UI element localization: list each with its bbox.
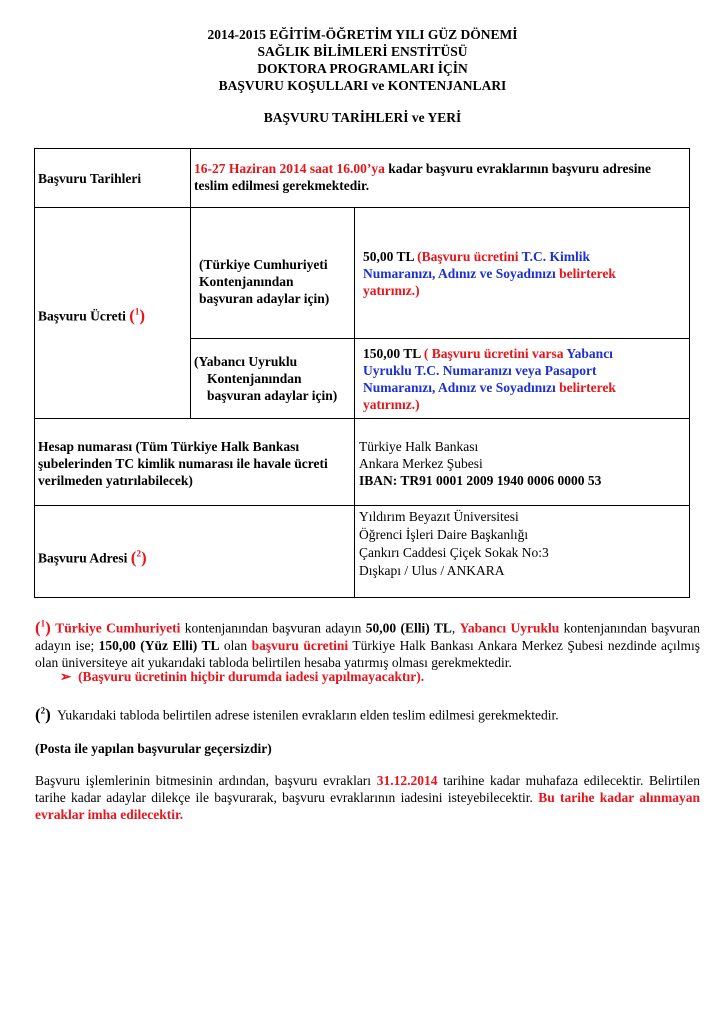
address-footnote-ref: ($^2$) (130, 547, 147, 567)
address-line: Öğrenci İşleri Daire Başkanlığı (359, 527, 529, 542)
table-border (190, 338, 690, 339)
address-lines (359, 508, 549, 580)
foreign-quota-line-2: Kontenjanından başvuran adaylar için) (207, 371, 338, 403)
address-label (38, 545, 147, 567)
header-line-3: DOKTORA PROGRAMLARI İÇİN (257, 61, 468, 76)
address-line: Çankırı Caddesi Çiçek Sokak No:3 (359, 545, 549, 560)
fee-label (38, 303, 145, 325)
header-line-1: 2014-2015 EĞİTİM-ÖĞRETİM YILI GÜZ DÖNEMİ (207, 27, 518, 42)
tc-amount: 50,00 TL (363, 249, 414, 264)
table-border (190, 148, 191, 418)
tc-text-3: belirterek yatırınız.) (363, 266, 616, 298)
footnote-1-marker: ($^1$) (35, 617, 51, 637)
table-border (34, 418, 690, 419)
table-border-bottom (34, 597, 690, 598)
postal-invalid-note: (Posta ile yapılan başvurular geçersizdir) (35, 741, 272, 756)
document-header (0, 26, 725, 94)
bank-name: Türkiye Halk Bankası (359, 439, 479, 454)
dates-label: Başvuru Tarihleri (38, 171, 142, 186)
table-border-left (34, 148, 35, 598)
tc-text-1: (Başvuru ücretini (413, 249, 522, 264)
table-border (354, 207, 355, 598)
retention-note: Başvuru işlemlerinin bitmesinin ardından, başvuru evrakları 31.12.2014 tarihine kadar muhafaza edilecektir. Belirtilen tarihe kadar adaylar dilekçe ile başvurarak, başvuru evraklarının iadesini isteyebilecektir. Bu tarihe kadar alınmayan evraklar imha edilecektir. (35, 773, 701, 822)
table-border-right (689, 148, 690, 598)
table-border (34, 207, 690, 208)
fee-label-text: Başvuru Ücreti (38, 308, 130, 324)
footnote-2-marker: ($^2$) (35, 704, 51, 724)
dates-value (194, 160, 688, 194)
footnote-2: ($^2$) Yukarıdaki tabloda belirtilen adrese istenilen evrakların elden teslim edilmesi gerekmektedir. (35, 704, 559, 724)
header-line-2: SAĞLIK BİLİMLERİ ENSTİTÜSÜ (257, 44, 468, 59)
tc-fee-value (363, 248, 663, 299)
table-border (34, 505, 690, 506)
dates-highlight: 16-27 Haziran 2014 saat 16.00’ya (194, 161, 385, 176)
address-line: Yıldırım Beyazıt Üniversitesi (359, 509, 519, 524)
foreign-text-3: belirterek yatırınız.) (363, 380, 616, 412)
account-label: Hesap numarası (Tüm Türkiye Halk Bankası şubelerinden TC kimlik numarası ile havale ücreti verilmeden yatırılabilecek) (38, 439, 328, 488)
bank-branch: Ankara Merkez Şubesi (359, 456, 483, 471)
arrow-bullet-icon: ➢ (60, 669, 72, 684)
tc-text-2: T.C. Kimlik Numaranızı, Adınız ve Soyadınızı (363, 249, 591, 281)
address-line: Dışkapı / Ulus / ANKARA (359, 563, 505, 578)
tc-quota-label: (Türkiye Cumhuriyeti Kontenjanından başvuran adaylar için) (199, 257, 330, 306)
no-refund-note: ➢ (Başvuru ücretinin hiçbir durumda iadesi yapılmayacaktır). (60, 669, 425, 684)
address-label-text: Başvuru Adresi (38, 550, 131, 566)
iban: IBAN: TR91 0001 2009 1940 0006 0000 53 (359, 473, 602, 488)
table-border-top (34, 148, 690, 149)
bank-details (359, 438, 601, 489)
footnote-1: ($^1$) Türkiye Cumhuriyeti kontenjanından başvuran adayın 50,00 (Elli) TL, Yabancı Uyruklu kontenjanından başvuran adayın ise; 150,00 (Yüz Elli) TL olan başvuru ücretini Türkiye Halk Bankası Ankara Merkez Şubesi nezdinde açılmış olan üniversiteye ait yukarıdaki tabloda belirtilen hesaba yatırmış olması gerekmektedir. (35, 617, 701, 670)
foreign-text-1: ( Başvuru ücretini varsa (420, 346, 567, 361)
foreign-amount: 150,00 TL (363, 346, 421, 361)
foreign-quota-line-1: (Yabancı Uyruklu (194, 354, 298, 369)
dates-text: kadar başvuru evraklarının başvuru adresine teslim edilmesi gerekmektedir. (194, 161, 652, 193)
foreign-quota-label (194, 353, 352, 404)
fee-footnote-ref: ($^1$) (129, 305, 146, 325)
section-title: BAŞVURU TARİHLERİ ve YERİ (263, 110, 462, 125)
foreign-fee-value (363, 345, 663, 413)
foreign-text-2: Yabancı Uyruklu T.C. Numaranızı veya Pasaport Numaranızı, Adınız ve Soyadınızı (363, 346, 613, 395)
header-line-4: BAŞVURU KOŞULLARI ve KONTENJANLARI (218, 78, 507, 93)
